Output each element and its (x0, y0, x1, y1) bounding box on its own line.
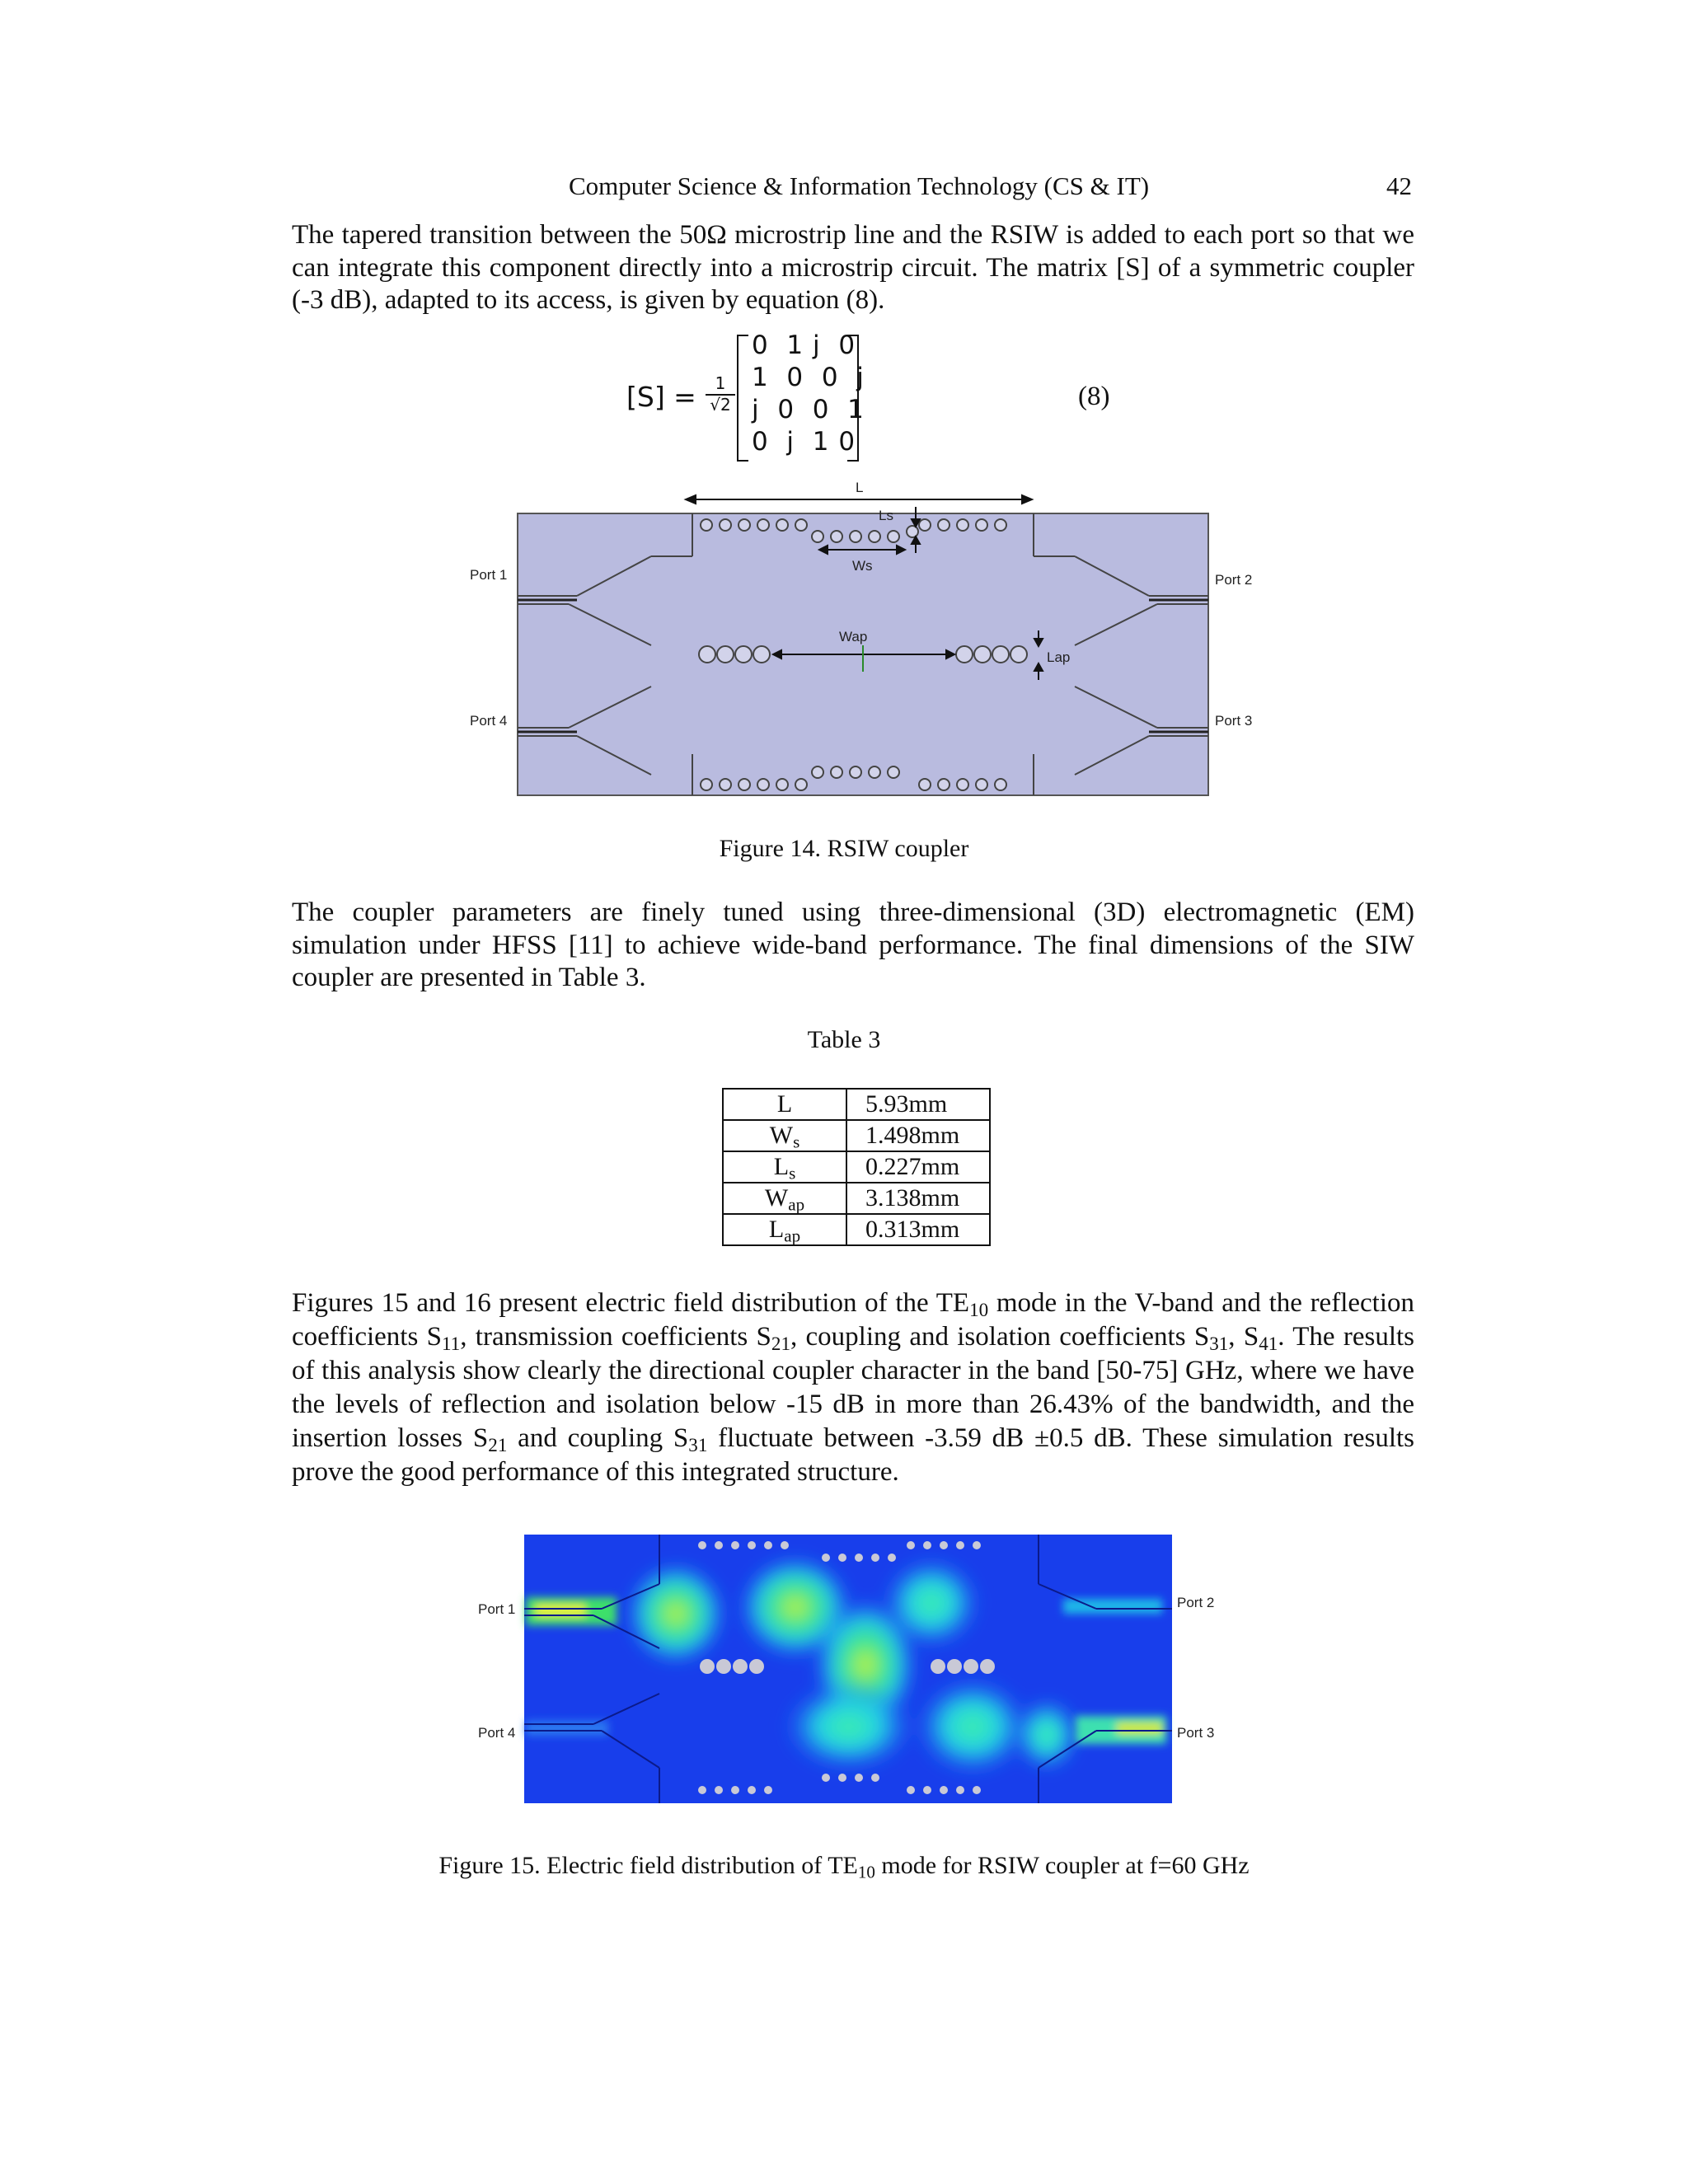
equation-lhs: [S] = (626, 381, 696, 413)
param-value: 3.138mm (846, 1183, 990, 1214)
table-row (723, 1120, 990, 1151)
matrix-row: j 0 0 1 (752, 395, 865, 424)
param-value: 1.498mm (846, 1120, 990, 1151)
table-row (723, 1214, 990, 1245)
param-value: 0.313mm (846, 1214, 990, 1245)
matrix-right-bracket (847, 335, 859, 462)
table-row (723, 1151, 990, 1183)
equation-8 (626, 330, 1154, 462)
equation-coefficient (706, 374, 735, 414)
field-label-port-2: Port 2 (1177, 1595, 1215, 1610)
paragraph-1-text: The tapered transition between the 50Ω microstrip line and the RSIW is added to each port so that we can integrate this component directly into a microstrip circuit. The matrix [S] of a symmetric coupler (-3 dB), adapted to its access, is given by equation (8). (292, 220, 1414, 315)
page-number: 42 (1386, 171, 1412, 200)
label-Lap: Lap (1047, 649, 1071, 665)
journal-title: Computer Science & Information Technology (CS & IT) (569, 171, 1150, 200)
figure-14-coupler-diagram (462, 474, 1253, 804)
label-port-2: Port 2 (1215, 572, 1253, 588)
table-row (723, 1183, 990, 1214)
paragraph-1 (292, 219, 1414, 317)
param-value: 0.227mm (846, 1151, 990, 1183)
coefficient-denominator: √2 (710, 395, 731, 415)
param-name: $L_{ap}$ (723, 1214, 846, 1245)
field-label-port-3: Port 3 (1177, 1725, 1215, 1741)
paragraph-2-text: The coupler parameters are finely tuned using three-dimensional (3D) electromagnetic (EM) simulation under HFSS [11] to achieve wide-band performance. The final dimensions of the SIW coupler are presented in Table 3. (292, 898, 1414, 992)
table-3 (722, 1088, 991, 1246)
param-name: $W_s$ (723, 1120, 846, 1151)
label-port-3: Port 3 (1215, 713, 1253, 729)
field-label-port-4: Port 4 (478, 1725, 516, 1741)
label-port-4: Port 4 (470, 713, 508, 729)
matrix-row: 0 j 1 0 (752, 427, 856, 457)
table-3-title: Table 3 (807, 1026, 881, 1053)
label-Wap: Wap (839, 629, 868, 644)
paragraph-2 (292, 897, 1414, 995)
matrix-row: 1 0 0 j (752, 363, 865, 392)
param-name: $L_s$ (723, 1151, 846, 1183)
matrix-rows (752, 330, 865, 458)
paragraph-3 (292, 1286, 1414, 1489)
matrix-left-bracket (737, 335, 748, 462)
figure-14-caption: Figure 14. RSIW coupler (719, 835, 969, 862)
param-name: $W_{ap}$ (723, 1183, 846, 1214)
label-port-1: Port 1 (470, 567, 508, 583)
label-Ws: Ws (852, 558, 873, 574)
paragraph-3-text: Figures 15 and 16 present electric field distribution of the $TE_{10}$ mode in the V-band and the reflection coefficients $S_{11}$, transmission coefficients $S_{21}$, coupling and isolation coefficients $S_{31}$, $S_{41}$. The results of this analysis show clearly the directional coupler character in the band [50-75] GHz, where we have the levels of reflection and isolation below -15 dB in more than 26.43% of the bandwidth, and the insertion losses $S_{21}$ and coupling $S_{31}$ fluctuate between -3.59 dB ±0.5 dB. These simulation results prove the good performance of this integrated structure. (292, 1288, 1415, 1487)
figure-15-caption: Figure 15. Electric field distribution of $TE_{10}$ mode for RSIW coupler at f=60 GHz (438, 1852, 1250, 1882)
table-row (723, 1089, 990, 1120)
figure-15-field-distribution (470, 1525, 1245, 1805)
label-L: L (856, 480, 864, 495)
param-name: L (723, 1089, 846, 1120)
matrix-row: 0 1 j 0 (752, 330, 856, 360)
equation-number: (8) (1078, 382, 1110, 411)
label-Ls: Ls (879, 508, 893, 523)
coefficient-numerator: 1 (706, 374, 735, 396)
field-label-port-1: Port 1 (478, 1601, 516, 1617)
param-value: 5.93mm (846, 1089, 990, 1120)
